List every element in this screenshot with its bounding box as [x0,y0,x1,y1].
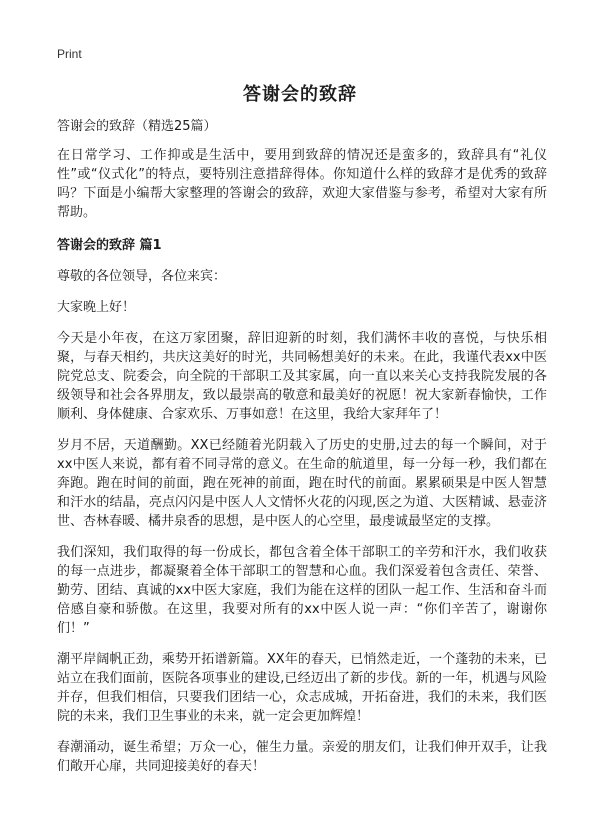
body-paragraph: 岁月不居，天道酬勤。XX已经随着光阴载入了历史的史册,过去的每一个瞬间，对于xx中医人来说，都有着不同寻常的意义。在生命的航道里，每一分每一秒，我们都在奔跑。跑在时间的前面，跑在死神的前面，跑在时代的前面。累累硕果是中医人智慧和汗水的结晶，亮点闪闪是中医人人文情怀火花的闪现,医之为道、大医精诚、悬壶济世、杏林春暖、橘井泉香的思想，是中医人的心空里，最虔诚最坚定的支撑。 [57,438,547,529]
body-paragraph: 我们深知，我们取得的每一份成长，都包含着全体干部职工的辛劳和汗水，我们收获的每一点进步，都凝聚着全体干部职工的智慧和心血。我们深爱着包含责任、荣誉、勤劳、团结、真诚的xx中医大家庭，我们为能在这样的团队一起工作、生活和奋斗而倍感自豪和骄傲。在这里，我要对所有的xx中医人说一声：“你们辛苦了，谢谢你们！” [57,545,547,636]
closing-paragraph: 春潮涌动，诞生希望；万众一心，催生力量。亲爱的朋友们，让我们伸开双手，让我们敞开心扉，共同迎接美好的春天！ [57,740,547,774]
document-subtitle: 答谢会的致辞（精选25篇） [57,119,217,134]
body-paragraph: 潮平岸阔帆正劲，乘势开拓谱新篇。XX年的春天，已悄然走近，一个蓬勃的未来，已站立在我们面前，医院各项事业的建设,已经迈出了新的步伐。新的一年，机遇与风险并存，但我们相信，只要我们团结一心，众志成城，开拓奋进，我们的未来，我们医院的未来，我们卫生事业的未来，就一定会更加辉煌！ [57,652,547,724]
body-paragraph: 今天是小年夜，在这万家团聚，辞旧迎新的时刻，我们满怀丰收的喜悦，与快乐相聚，与春天相约，共庆这美好的时光，共同畅想美好的未来。在此，我谨代表xx中医院党总支、院委会，向全院的干部职工及其家属，向一直以来关心支持我院发展的各级领导和社会各界朋友，致以最崇高的敬意和最美好的祝愿！祝大家新春愉快，工作顺利、身体健康、合家欢乐、万事如意！在这里，我给大家拜年了！ [57,331,547,422]
page-title: 答谢会的致辞 [243,84,357,105]
document-body [57,117,547,788]
section-heading: 答谢会的致辞 篇1 [57,238,162,253]
greeting-paragraph: 大家晚上好！ [57,300,136,315]
print-link[interactable]: Print [57,47,82,61]
salutation-paragraph: 尊敬的各位领导，各位来宾： [57,269,227,284]
intro-paragraph: 在日常学习、工作抑或是生活中，要用到致辞的情况还是蛮多的，致辞具有“礼仪性”或“仪式化”的特点，要特别注意措辞得体。你知道什么样的致辞才是优秀的致辞吗？下面是小编帮大家整理的答谢会的致辞，欢迎大家借鉴与参考，希望对大家有所帮助。 [57,148,547,220]
